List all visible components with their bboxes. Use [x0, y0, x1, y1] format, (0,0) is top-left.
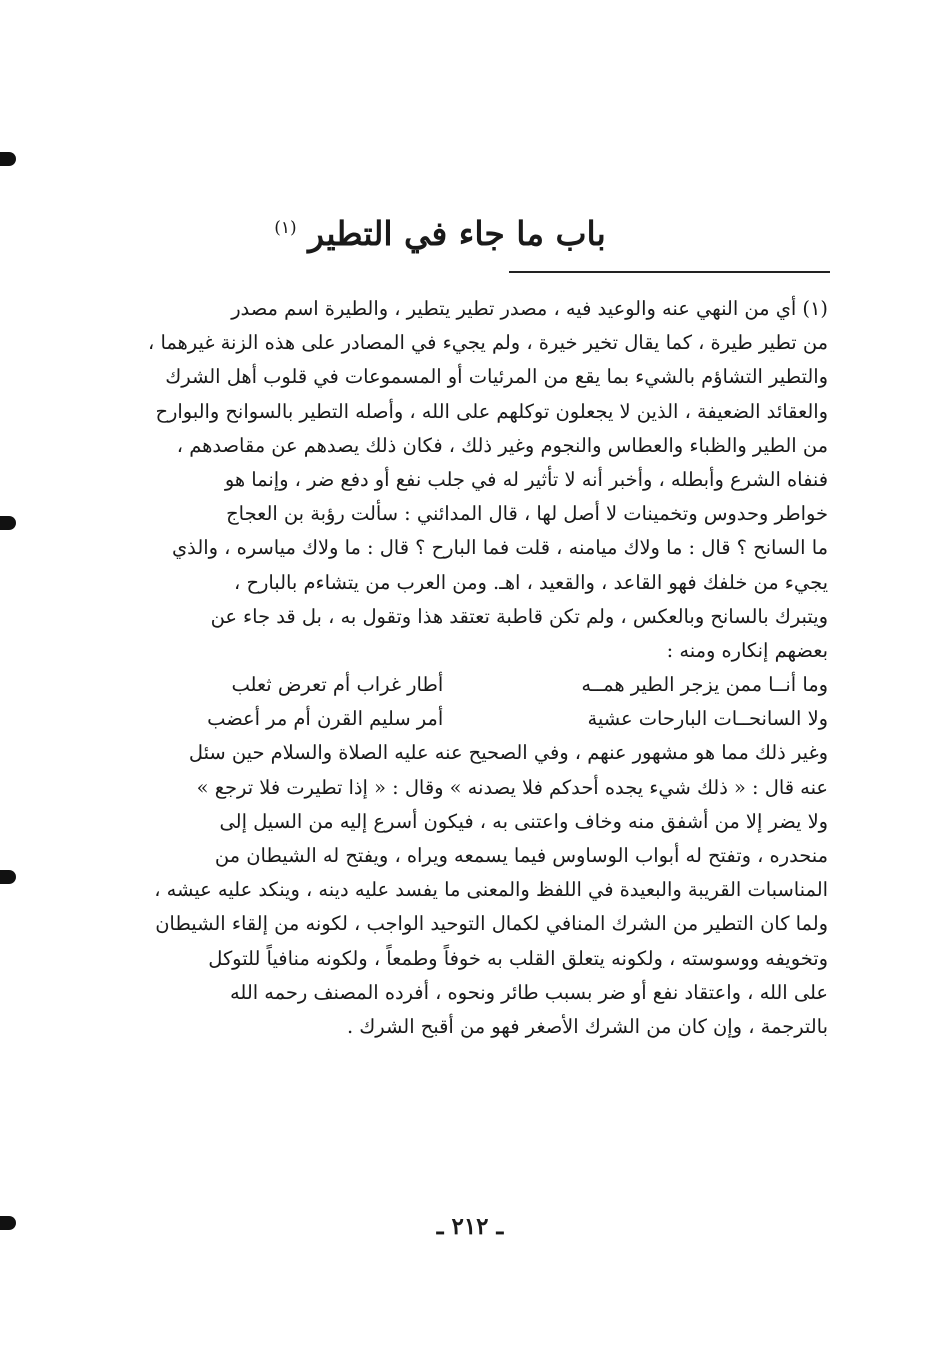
- footnote-reference: (١): [274, 218, 297, 238]
- binding-mark: [0, 516, 16, 530]
- text-line: والتطير التشاؤم بالشيء بما يقع من المرئيات أو المسموعات في قلوب أهل الشرك: [165, 365, 828, 389]
- text-line: بالترجمة ، وإن كان من الشرك الأصغر فهو من أقبح الشرك .: [346, 1014, 828, 1038]
- text-line: وتخويفه ووسوسته ، ولكونه يتعلق القلب به خوفاً وطمعاً ، ولكونه منافياً للتوكل: [208, 946, 828, 970]
- chapter-title: [200, 205, 680, 251]
- chapter-title-text: باب ما جاء في التطير: [308, 214, 606, 253]
- verse-second-hemistich: أمر سليم القرن أم مر أعضب: [207, 707, 444, 731]
- footnote-text: [102, 292, 828, 1192]
- poetry-verse: [102, 702, 828, 736]
- text-line: يجيء من خلفك فهو القاعد ، والقعيد ، اهـ. ومن العرب من يتشاءم بالبارح ،: [234, 570, 828, 594]
- binding-mark: [0, 152, 16, 166]
- footnote-separator: [509, 271, 830, 273]
- text-line: خواطر وحدوس وتخمينات لا أصل لها ، قال المدائني : سألت رؤبة بن العجاج: [226, 502, 828, 526]
- text-line: من تطير طيرة ، كما يقال تخير خيرة ، ولم يجيء في المصادر على هذه الزنة غيرهما ،: [148, 331, 828, 355]
- text-line: عنه قال : « ذلك شيء يجده أحدكم فلا يصدنه » وقال : « إذا تطيرت فلا ترجع »: [196, 775, 828, 799]
- verse-first-hemistich: ولا السانحــات البارحات عشية: [587, 707, 828, 731]
- verse-first-hemistich: وما أنــا ممن يزجر الطير همــه: [581, 673, 828, 697]
- text-line: والعقائد الضعيفة ، الذين لا يجعلون توكلهم على الله ، وأصله التطير بالسوانح والبوارح: [155, 399, 828, 423]
- text-line: ولما كان التطير من الشرك المنافي لكمال التوحيد الواجب ، لكونه من إلقاء الشيطان: [155, 912, 828, 936]
- text-line: وغير ذلك مما هو مشهور عنهم ، وفي الصحيح عنه عليه الصلاة والسلام حين سئل: [188, 741, 828, 765]
- text-line: فنفاه الشرع وأبطله ، وأخبر أنه لا تأثير له في جلب نفع أو دفع ضر ، وإنما هو: [224, 467, 828, 491]
- text-line: بعضهم إنكاره ومنه :: [666, 638, 828, 662]
- text-line: (١) أي من النهي عنه والوعيد فيه ، مصدر تطير يتطير ، والطيرة اسم مصدر: [231, 297, 828, 320]
- text-line: ويتبرك بالسانح وبالعكس ، ولم تكن قاطبة تعتقد هذا وتقول به ، بل قد جاء عن: [210, 604, 828, 628]
- text-line: على الله ، واعتقاد نفع أو ضر بسبب طائر ونحوه ، أفرده المصنف رحمه الله: [230, 980, 828, 1004]
- text-line: من الطير والظباء والعطاس والنجوم وغير ذلك ، فكان ذلك يصدهم عن مقاصدهم ،: [176, 433, 828, 457]
- poetry-verse: [102, 668, 828, 702]
- text-line: منحدره ، وتفتح له أبواب الوساوس فيما يسمعه ويراه ، ويفتح له الشيطان من: [214, 844, 828, 867]
- text-line: المناسبات القريبة والبعيدة في اللفظ والمعنى ما يفسد عليه دينه ، وينكد عليه عيشه ،: [154, 878, 828, 902]
- binding-mark: [0, 870, 16, 884]
- page-number: ـ ٢١٢ ـ: [436, 1213, 504, 1240]
- text-line: ولا يضر إلا من أشفق منه وخاف واعتنى به ، فيكون أسرع إليه من السيل إلى: [219, 809, 828, 833]
- binding-mark: [0, 1216, 16, 1230]
- verse-second-hemistich: أطار غراب أم تعرض ثعلب: [231, 673, 444, 697]
- text-line: ما السانح ؟ قال : ما ولاك ميامنه ، قلت فما البارح ؟ قال : ما ولاك مياسره ، والذي: [171, 536, 828, 560]
